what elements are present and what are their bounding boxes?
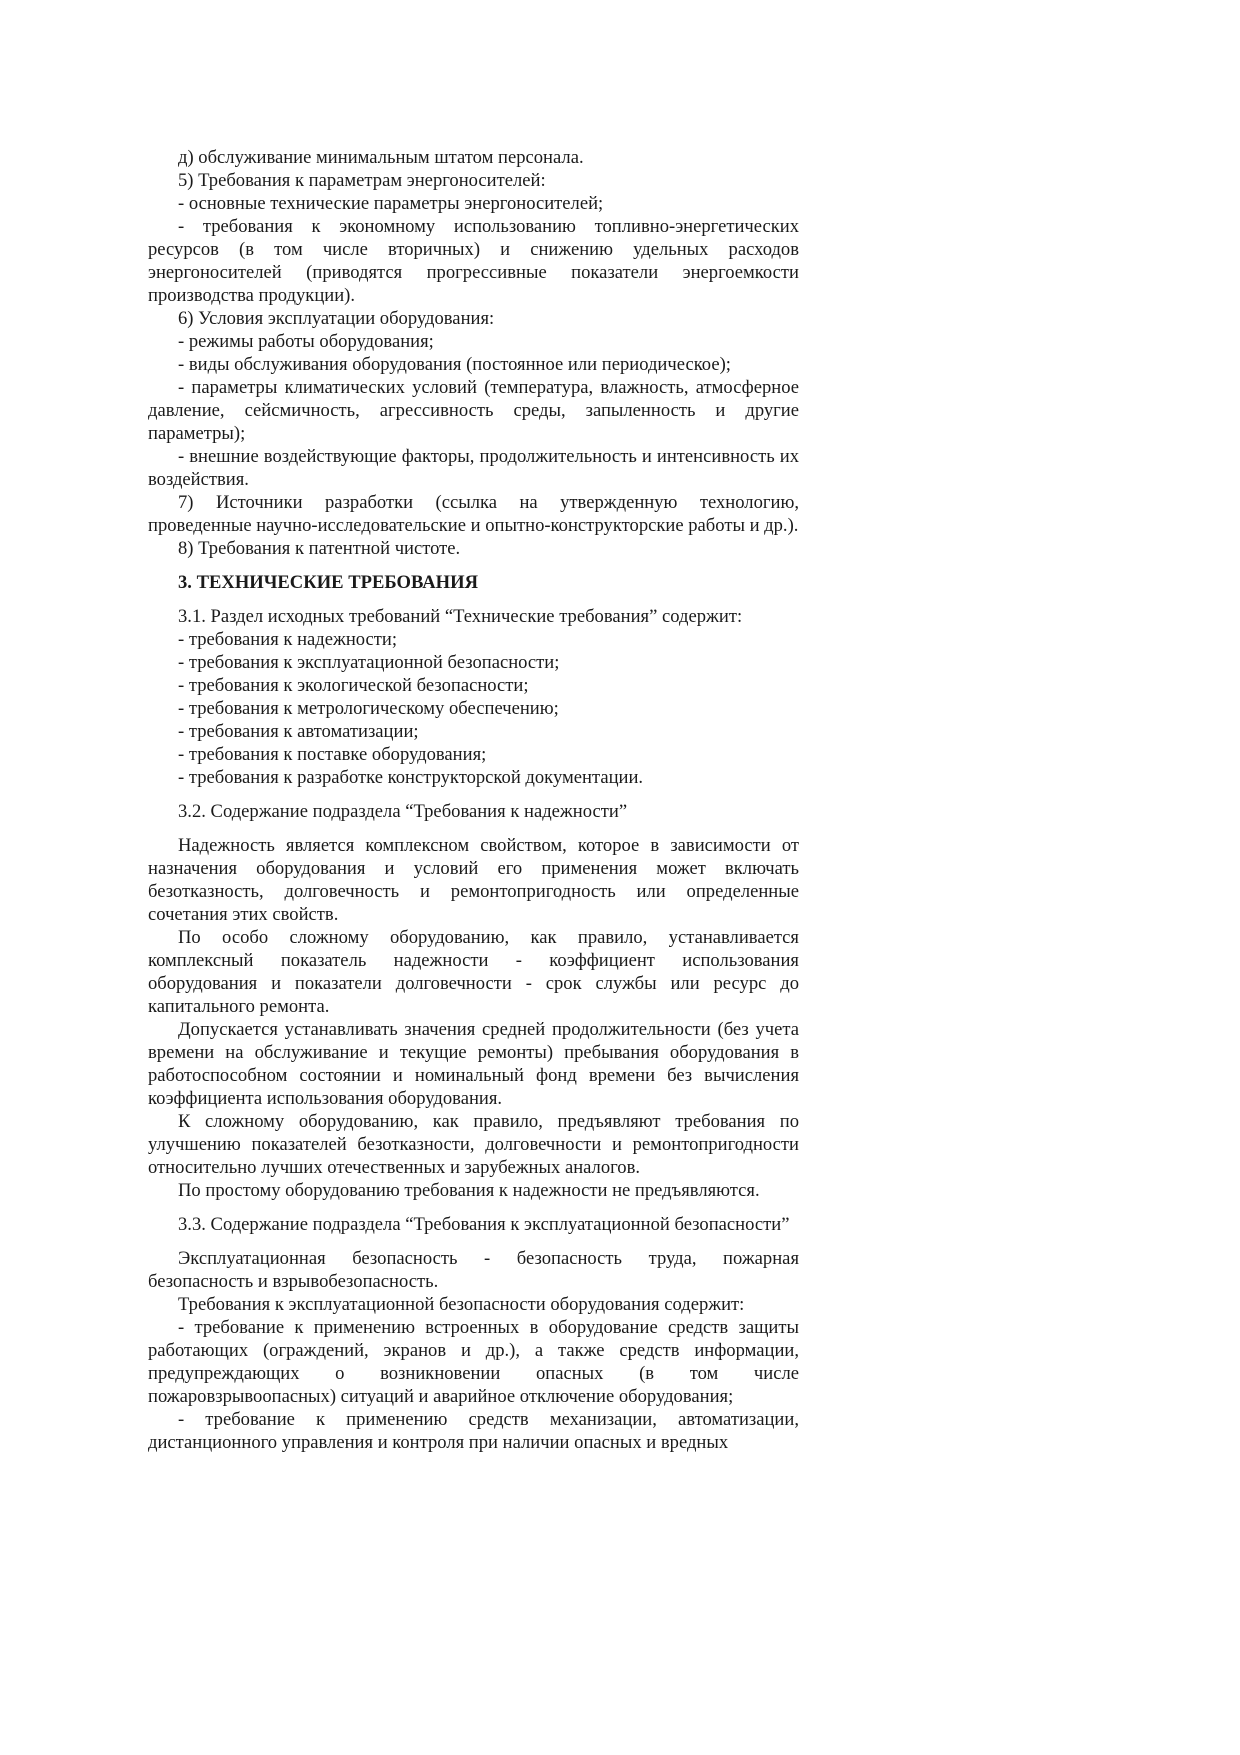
- paragraph: 6) Условия эксплуатации оборудования:: [178, 308, 495, 329]
- paragraph: Эксплуатационная безопасность - безопасность труда, пожарная безопасность и взрывобезопасность.: [148, 1248, 799, 1292]
- paragraph: д) обслуживание минимальным штатом персонала.: [178, 147, 584, 168]
- paragraph: Допускается устанавливать значения средней продолжительности (без учета времени на обслуживание и текущие ремонты) пребывания оборудования в работоспособном состоянии и номинальный фонд времени без вычисления коэффициента использования оборудования.: [148, 1019, 799, 1109]
- paragraph: - основные технические параметры энергоносителей;: [178, 193, 604, 214]
- paragraph: Надежность является комплексном свойством, которое в зависимости от назначения оборудования и условий его применения может включать безотказность, долговечность и ремонтопригодность или определенные сочетания этих свойств.: [148, 835, 799, 925]
- paragraph: - требование к применению встроенных в оборудование средств защиты работающих (ограждений, экранов и др.), а также средств информации, предупреждающих о возникновении опасных (в том числе пожаровзрывоопасных) ситуаций и аварийное отключение оборудования;: [148, 1317, 799, 1407]
- subsection-heading: 3.3. Содержание подраздела “Требования к эксплуатационной безопасности”: [178, 1214, 790, 1235]
- paragraph: - параметры климатических условий (температура, влажность, атмосферное давление, сейсмичность, агрессивность среды, запыленность и другие параметры);: [148, 377, 799, 444]
- paragraph: - внешние воздействующие факторы, продолжительность и интенсивность их воздействия.: [148, 446, 799, 490]
- paragraph: - требование к применению средств механизации, автоматизации, дистанционного управления и контроля при наличии опасных и вредных: [148, 1409, 799, 1453]
- list-item: - требования к разработке конструкторской документации.: [178, 767, 644, 788]
- list-item: - требования к автоматизации;: [178, 721, 419, 742]
- paragraph: 7) Источники разработки (ссылка на утвержденную технологию, проведенные научно-исследовательские и опытно-конструкторские работы и др.).: [148, 492, 799, 536]
- paragraph: 8) Требования к патентной чистоте.: [178, 538, 461, 559]
- list-item: - требования к экологической безопасности;: [178, 675, 529, 696]
- paragraph: По простому оборудованию требования к надежности не предъявляются.: [178, 1180, 760, 1201]
- list-item: - требования к надежности;: [178, 629, 398, 650]
- paragraph: К сложному оборудованию, как правило, предъявляют требования по улучшению показателей безотказности, долговечности и ремонтопригодности относительно лучших отечественных и зарубежных аналогов.: [148, 1111, 799, 1178]
- paragraph: Требования к эксплуатационной безопасности оборудования содержит:: [178, 1294, 745, 1315]
- list-item: - требования к метрологическому обеспечению;: [178, 698, 559, 719]
- paragraph: - требования к экономному использованию топливно-энергетических ресурсов (в том числе вторичных) и снижению удельных расходов энергоносителей (приводятся прогрессивные показатели энергоемкости производства продукции).: [148, 216, 799, 306]
- paragraph: - виды обслуживания оборудования (постоянное или периодическое);: [178, 354, 731, 375]
- list-item: - требования к эксплуатационной безопасности;: [178, 652, 560, 673]
- subsection-heading: 3.2. Содержание подраздела “Требования к надежности”: [178, 801, 628, 822]
- document-page: [148, 146, 799, 1454]
- section-heading: 3. ТЕХНИЧЕСКИЕ ТРЕБОВАНИЯ: [178, 572, 479, 593]
- paragraph: 5) Требования к параметрам энергоносителей:: [178, 170, 546, 191]
- paragraph: По особо сложному оборудованию, как правило, устанавливается комплексный показатель надежности - коэффициент использования оборудования и показатели долговечности - срок службы или ресурс до капитального ремонта.: [148, 927, 799, 1017]
- section-3-1-intro: 3.1. Раздел исходных требований “Технические требования” содержит:: [178, 606, 743, 627]
- paragraph: - режимы работы оборудования;: [178, 331, 434, 352]
- list-item: - требования к поставке оборудования;: [178, 744, 487, 765]
